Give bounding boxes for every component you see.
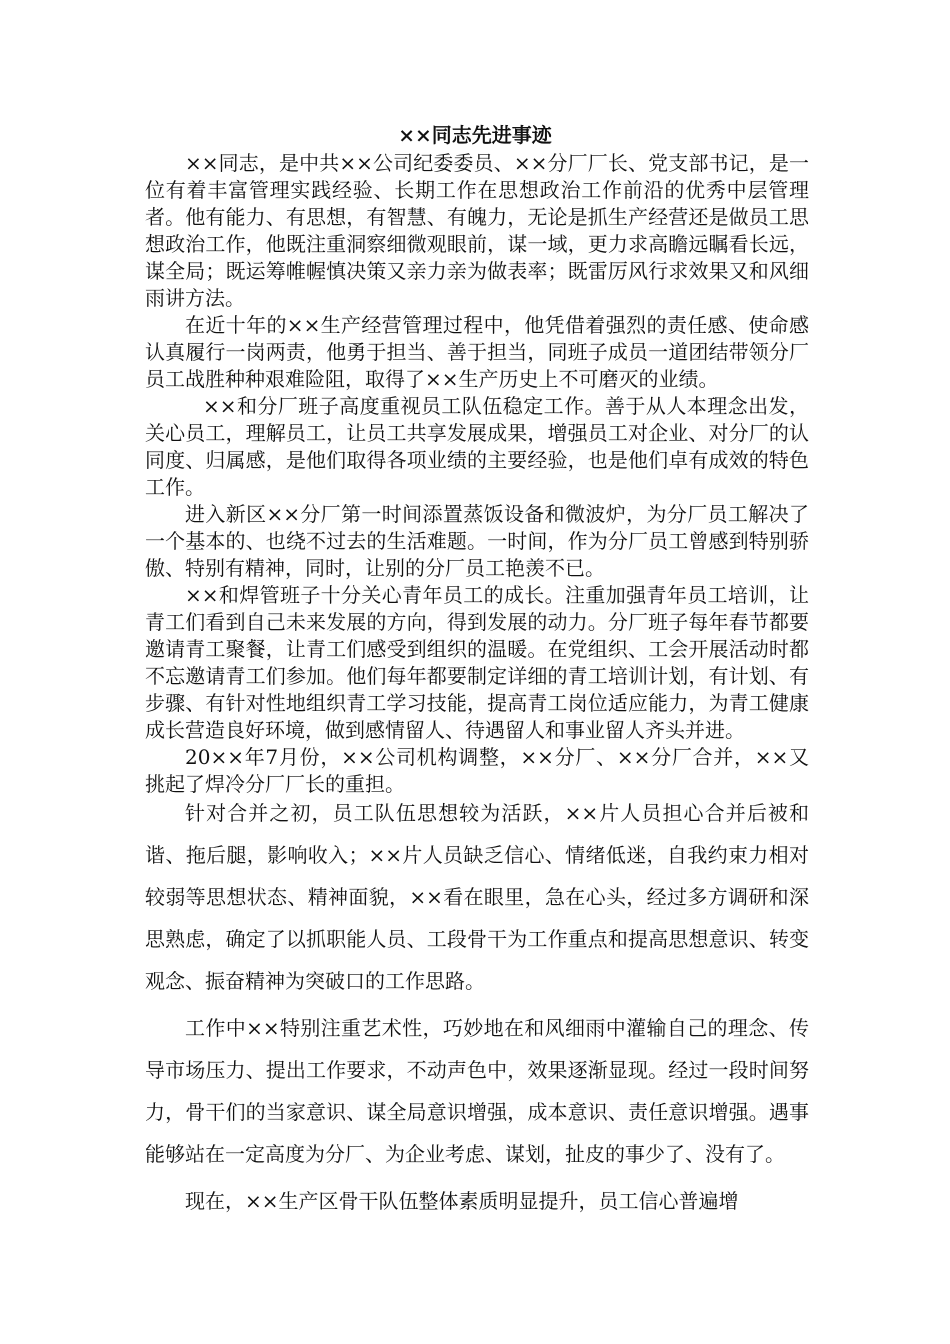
paragraph-reorganization: 20××年7月份，××公司机构调整，××分厂、××分厂合并，××又挑起了焊冷分厂厂长的重担。 (145, 745, 809, 796)
paragraph-method: 工作中××特别注重艺术性，巧妙地在和风细雨中灌输自己的理念、传导市场压力、提出工作要求，不动声色中，效果逐渐显现。经过一段时间努力，骨干们的当家意识、谋全局意识增强，成本意识、责任意识增强。遇事能够站在一定高度为分厂、为企业考虑、谋划，扯皮的事少了、没有了。 (145, 1016, 809, 1166)
paragraph-merger: 针对合并之初，员工队伍思想较为活跃，××片人员担心合并后被和谐、拖后腿，影响收入；××片人员缺乏信心、情绪低迷，自我约束力相对较弱等思想状态、精神面貌，××看在眼里，急在心头，经过多方调研和深思熟虑，确定了以抓职能人员、工段骨干为工作重点和提高思想意识、转变观念、振奋精神为突破口的工作思路。 (145, 801, 809, 993)
document-body-dense (145, 150, 809, 798)
document-body-loose (145, 792, 809, 1227)
paragraph-current: 现在，××生产区骨干队伍整体素质明显提升，员工信心普遍增 (185, 1189, 739, 1213)
paragraph-decade: 在近十年的××生产经营管理过程中，他凭借着强烈的责任感、使命感认真履行一岗两责，他勇于担当、善于担当，同班子成员一道团结带领分厂员工战胜种种艰难险阻，取得了××生产历史上不可磨灭的业绩。 (145, 313, 809, 391)
paragraph-young-staff: ××和焊管班子十分关心青年员工的成长。注重加强青年员工培训，让青工们看到自己未来发展的方向，得到发展的动力。分厂班子每年春节都要邀请青工聚餐，让青工们感受到组织的温暖。在党组织、工会开展活动时都不忘邀请青工们参加。他们每年都要制定详细的青工培训计划，有计划、有步骤、有针对性地组织青工学习技能，提高青工岗位适应能力，为青工健康成长营造良好环境，做到感情留人、待遇留人和事业留人齐头并进。 (145, 583, 809, 742)
paragraph-new-district: 进入新区××分厂第一时间添置蒸饭设备和微波炉，为分厂员工解决了一个基本的、也绕不过去的生活难题。一时间，作为分厂员工曾感到特别骄傲、特别有精神，同时，让别的分厂员工艳羡不已。 (145, 502, 809, 580)
document-title: ××同志先进事迹 (398, 123, 552, 147)
paragraph-intro: ××同志，是中共××公司纪委委员、××分厂厂长、党支部书记，是一位有着丰富管理实践经验、长期工作在思想政治工作前沿的优秀中层管理者。他有能力、有思想，有智慧、有魄力，无论是抓生产经营还是做员工思想政治工作，他既注重洞察细微观眼前，谋一域，更力求高瞻远瞩看长远，谋全局；既运筹帷幄慎决策又亲力亲为做表率；既雷厉风行求效果又和风细雨讲方法。 (145, 151, 809, 310)
paragraph-stability: ××和分厂班子高度重视员工队伍稳定工作。善于从人本理念出发，关心员工，理解员工，让员工共享发展成果，增强员工对企业、对分厂的认同度、归属感，是他们取得各项业绩的主要经验，也是他们卓有成效的特色工作。 (145, 394, 809, 499)
